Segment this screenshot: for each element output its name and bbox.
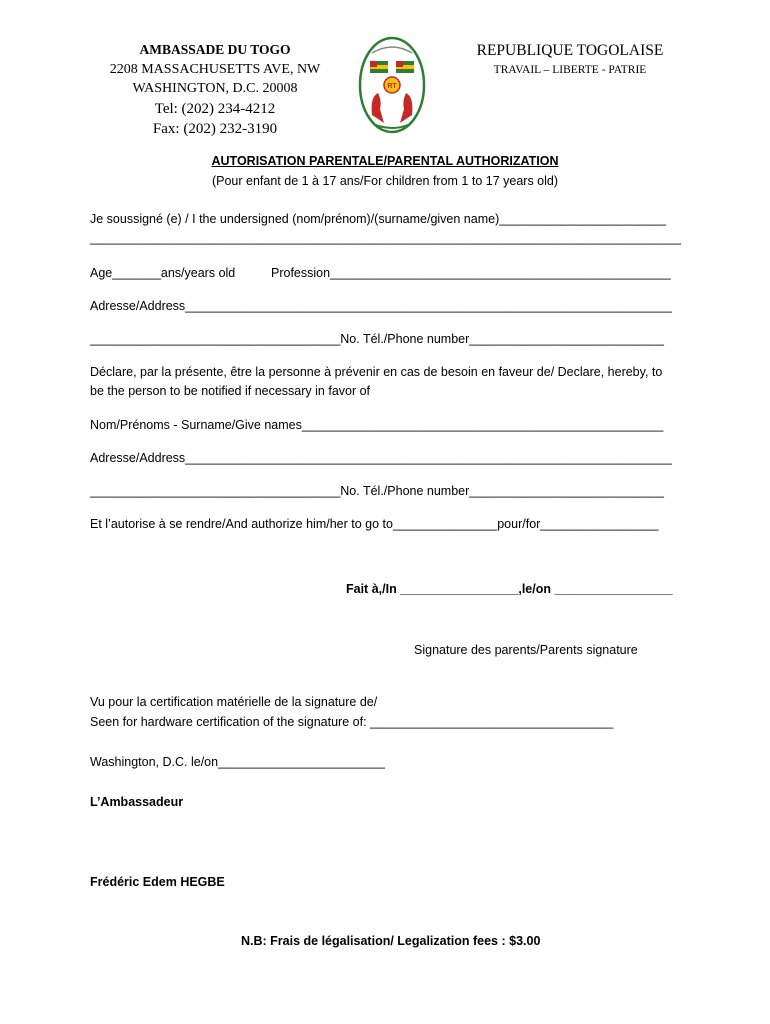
authorization-destination-field[interactable]: Et l’autorise à se rendre/And authorize him/her to go to_______________pour/for_________________ bbox=[90, 517, 659, 531]
republic-motto: TRAVAIL – LIBERTE - PATRIE bbox=[493, 64, 647, 76]
form-title: AUTORISATION PARENTALE/PARENTAL AUTHORIZATION bbox=[211, 154, 559, 168]
phone-field[interactable]: ____________________________________No. Tél./Phone number____________________________ bbox=[90, 332, 664, 346]
embassy-address-line1: 2208 MASSACHUSETTS AVE, NW bbox=[109, 61, 321, 77]
form-subtitle: (Pour enfant de 1 à 17 ans/For children from 1 to 17 years old) bbox=[211, 174, 559, 188]
ambassador-name: Frédéric Edem HEGBE bbox=[90, 875, 225, 889]
embassy-address-line2: WASHINGTON, D.C. 20008 bbox=[132, 81, 298, 96]
undersigned-field[interactable]: Je soussigné (e) / I the undersigned (nom/prénom)/(surname/given name)________________________ bbox=[90, 212, 667, 226]
embassy-header bbox=[90, 40, 340, 139]
certification-signature-field[interactable]: Seen for hardware certification of the signature of: ___________________________________ bbox=[90, 715, 614, 729]
address-field[interactable]: Adresse/Address______________________________________________________________________ bbox=[90, 299, 672, 313]
republic-header bbox=[470, 42, 670, 76]
declaration-line2: be the person to be notified if necessary in favor of bbox=[90, 384, 371, 398]
age-field[interactable]: Age_______ans/years old bbox=[90, 266, 236, 280]
place-date-field[interactable]: Fait à,/In _________________,le/on _________________ bbox=[346, 582, 673, 596]
undersigned-field-continued[interactable]: _____________________________________________________________________________________ bbox=[90, 231, 681, 245]
beneficiary-phone-field[interactable]: ____________________________________No. Tél./Phone number____________________________ bbox=[90, 484, 664, 498]
declaration-line1: Déclare, par la présente, être la personne à prévenir en cas de besoin en faveur de/ Declare, hereby, to bbox=[90, 365, 663, 379]
profession-field[interactable]: Profession_________________________________________________ bbox=[271, 266, 671, 280]
legalization-fee-note: N.B: Frais de légalisation/ Legalization fees : $3.00 bbox=[241, 934, 541, 948]
embassy-name: AMBASSADE DU TOGO bbox=[139, 42, 291, 57]
togo-coat-of-arms-icon bbox=[358, 35, 426, 135]
beneficiary-address-field[interactable]: Adresse/Address______________________________________________________________________ bbox=[90, 451, 672, 465]
embassy-fax: Fax: (202) 232-3190 bbox=[152, 120, 278, 137]
republic-name: REPUBLIQUE TOGOLAISE bbox=[476, 42, 664, 59]
certification-line1: Vu pour la certification matérielle de la signature de/ bbox=[90, 695, 378, 709]
parents-signature-label: Signature des parents/Parents signature bbox=[414, 643, 638, 657]
beneficiary-names-field[interactable]: Nom/Prénoms - Surname/Give names____________________________________________________ bbox=[90, 418, 664, 432]
embassy-tel: Tel: (202) 234-4212 bbox=[154, 100, 276, 117]
ambassador-title: L’Ambassadeur bbox=[90, 795, 184, 809]
emblem-letters: RT bbox=[387, 83, 397, 90]
washington-date-field[interactable]: Washington, D.C. le/on________________________ bbox=[90, 755, 385, 769]
